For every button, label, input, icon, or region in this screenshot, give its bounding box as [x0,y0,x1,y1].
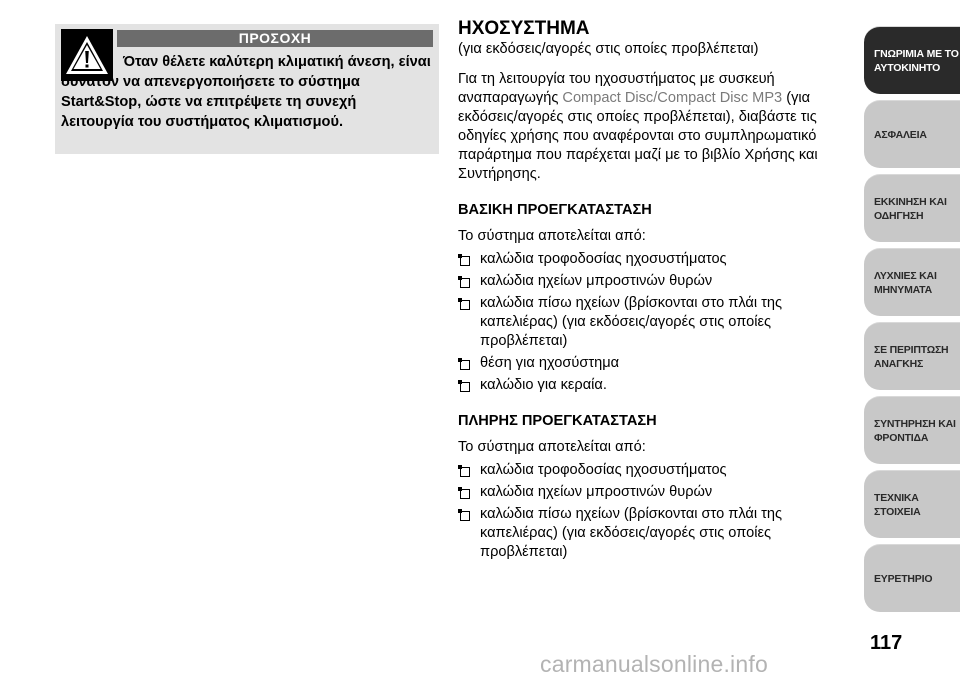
checkbox-bullet-icon [460,467,470,477]
intro-part2: (για εκδόσεις/αγορές στις οποίες προβλέπεται), διαβάστε τις οδηγίες χρήσης που αναφέρονται στο συμπληρωματικό παράρτημα που παρέχεται μαζί με το βιβλίο Χρήσης και Συντήρησης. [458,90,818,182]
list-item: καλώδια ηχείων μπροστινών θυρών [458,483,850,502]
checkbox-bullet-icon [460,300,470,310]
list-item: καλώδια τροφοδοσίας ηχοσυστήματος [458,461,850,480]
section-title: ΗΧΟΣΥΣΤΗΜΑ [458,18,590,39]
checkbox-bullet-icon [460,489,470,499]
full-list [458,461,850,562]
intro-part1: Για τη λειτουργία του ηχοσυστήματος με συσκευή αναπαραγωγής [458,71,775,106]
list-item: καλώδια πίσω ηχείων (βρίσκονται στο πλάι της καπελιέρας) (για εκδόσεις/αγορές στις οποίες προβλέπεται) [458,505,850,562]
basic-list [458,250,850,395]
list-item: καλώδια τροφοδοσίας ηχοσυστήματος [458,250,850,269]
section-intro [458,70,850,184]
tab-starting-driving[interactable]: ΕΚΚΙΝΗΣΗ ΚΑΙ ΟΔΗΓΗΣΗ [864,174,960,242]
tab-emergency[interactable]: ΣΕ ΠΕΡΙΠΤΩΣΗ ΑΝΑΓΚΗΣ [864,322,960,390]
main-column [458,18,850,565]
checkbox-bullet-icon [460,360,470,370]
tab-technical-data[interactable]: ΤΕΧΝΙΚΑ ΣΤΟΙΧΕΙΑ [864,470,960,538]
warning-title: ΠΡΟΣΟΧΗ [117,30,433,47]
tab-getting-to-know[interactable]: ΓΝΩΡΙΜΙΑ ΜΕ ΤΟ ΑΥΤΟΚΙΝΗΤΟ [864,26,960,94]
intro-highlight: Compact Disc/Compact Disc MP3 [562,90,783,106]
checkbox-bullet-icon [460,278,470,288]
tab-index[interactable]: ΕΥΡΕΤΗΡΙΟ [864,544,960,612]
watermark: carmanualsonline.info [540,651,768,677]
warning-box [55,24,439,154]
basic-intro: Το σύστημα αποτελείται από: [458,228,646,244]
list-item: καλώδιο για κεραία. [458,376,850,395]
tab-maintenance[interactable]: ΣΥΝΤΗΡΗΣΗ ΚΑΙ ΦΡΟΝΤΙΔΑ [864,396,960,464]
list-item: καλώδια πίσω ηχείων (βρίσκονται στο πλάι της καπελιέρας) (για εκδόσεις/αγορές στις οποίες προβλέπεται) [458,294,850,351]
warning-text: Όταν θέλετε καλύτερη κλιματική άνεση, είναι δυνατόν να απενεργοποιήσετε το σύστημα Start&Stop, ώστε να επιτρέψετε τη συνεχή λειτουργία του συστήματος κλιματισμού. [61,54,431,130]
chapter-tabs [864,26,960,618]
tab-safety[interactable]: ΑΣΦΑΛΕΙΑ [864,100,960,168]
full-title: ΠΛΗΡΗΣ ΠΡΟΕΓΚΑΤΑΣΤΑΣΗ [458,413,657,429]
checkbox-bullet-icon [460,511,470,521]
page-number: 117 [870,632,903,654]
list-item: καλώδια ηχείων μπροστινών θυρών [458,272,850,291]
checkbox-bullet-icon [460,382,470,392]
list-item: θέση για ηχοσύστημα [458,354,850,373]
checkbox-bullet-icon [460,256,470,266]
basic-title: ΒΑΣΙΚΗ ΠΡΟΕΓΚΑΤΑΣΤΑΣΗ [458,202,652,218]
section-subtitle: (για εκδόσεις/αγορές στις οποίες προβλέπεται) [458,41,759,57]
full-intro: Το σύστημα αποτελείται από: [458,439,646,455]
tab-lights-messages[interactable]: ΛΥΧΝΙΕΣ ΚΑΙ ΜΗΝΥΜΑΤΑ [864,248,960,316]
